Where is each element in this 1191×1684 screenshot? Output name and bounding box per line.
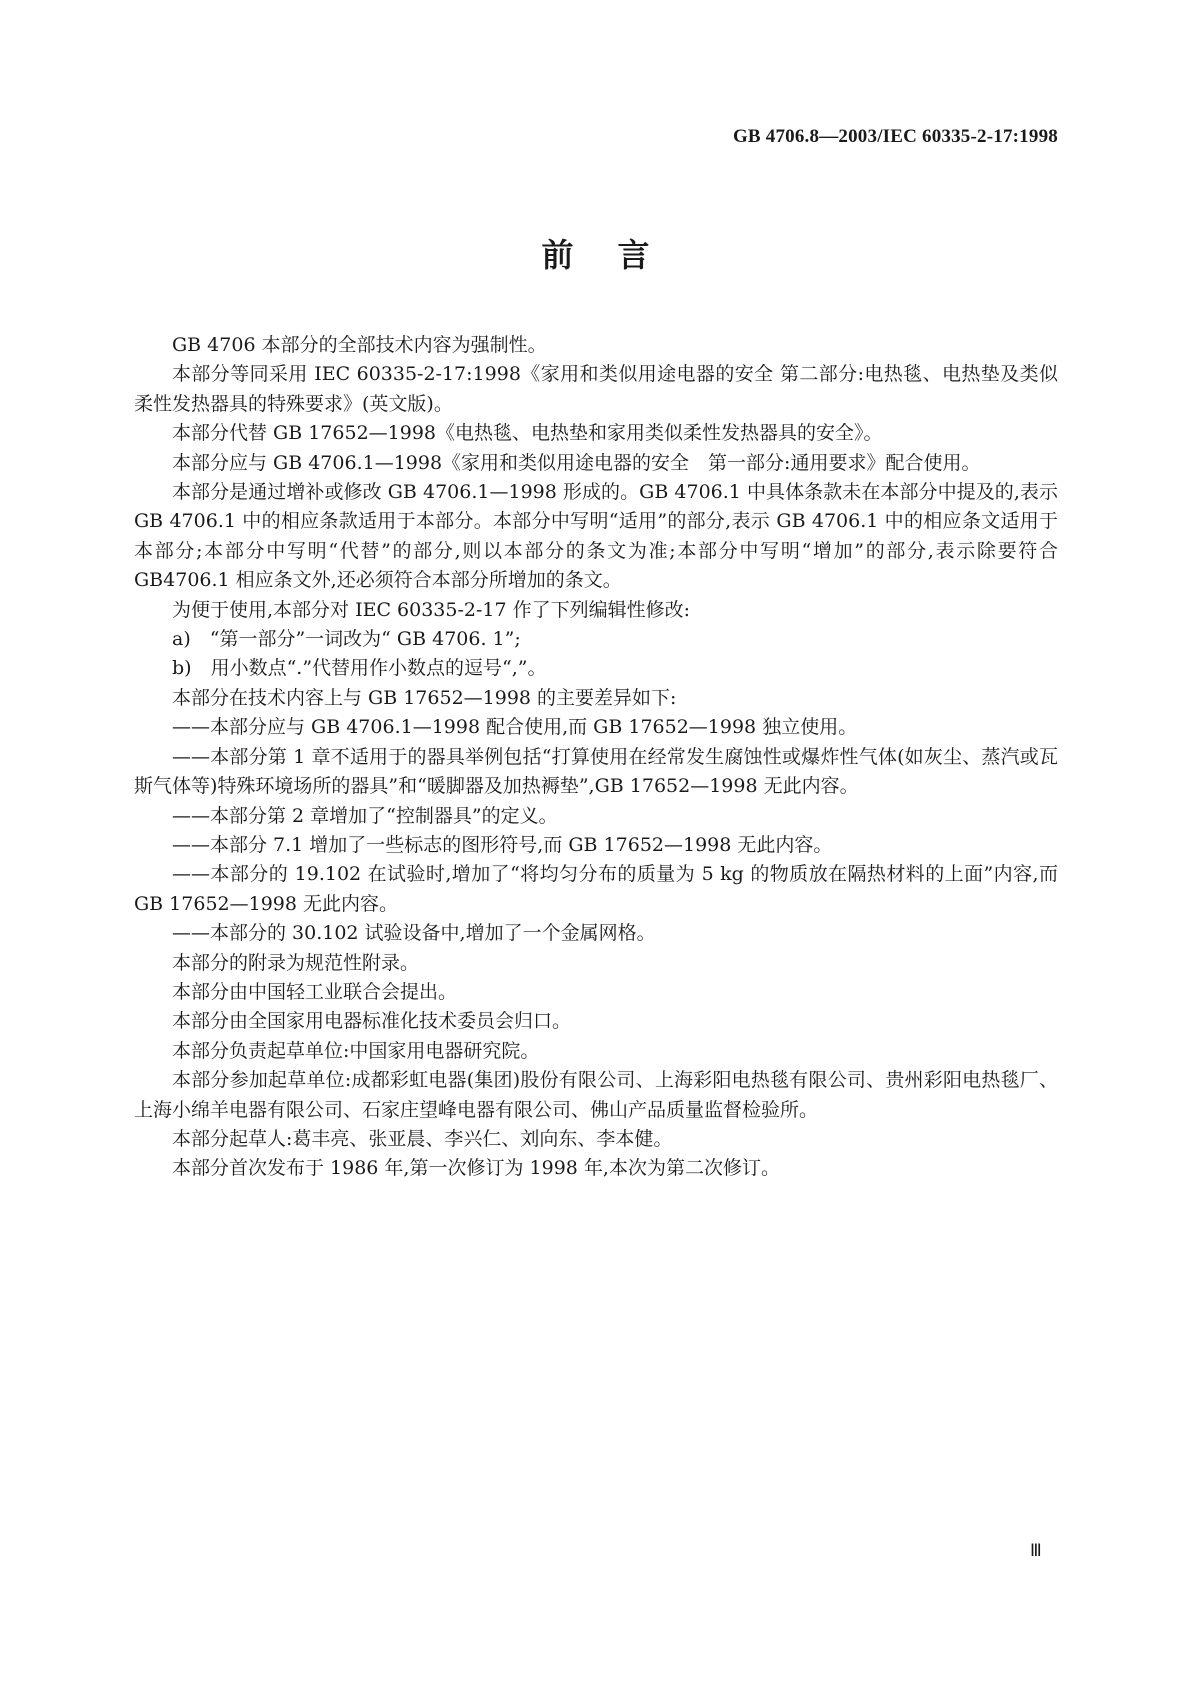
paragraph: 本部分首次发布于 1986 年,第一次修订为 1998 年,本次为第二次修订。 <box>172 1157 780 1180</box>
paragraph: 本部分由中国轻工业联合会提出。 <box>172 980 458 1003</box>
paragraph: 本部分在技术内容上与 GB 17652—1998 的主要差异如下: <box>172 686 677 709</box>
paragraph: 本部分是通过增补或修改 GB 4706.1—1998 形成的。GB 4706.1 中具体条款未在本部分中提及的,表示 GB 4706.1 中的相应条款适用于本部分。本部分中写明“适用”的部分,表示 GB 4706.1 中的相应条文适用于本部分;本部分中写明“代替”的部分,则以本部分的条文为准;本部分中写明“增加”的部分,表示除要符合 GB4706.1 相应条文外,还必须符合本部分所增加的条文。 <box>134 481 1058 592</box>
difference-item: ——本部分第 1 章不适用于的器具举例包括“打算使用在经常发生腐蚀性或爆炸性气体(如灰尘、蒸汽或瓦斯气体等)特殊环境场所的器具”和“暖脚器及加热褥垫”,GB 17652—1998 无此内容。 <box>134 745 1058 798</box>
paragraph: 为便于使用,本部分对 IEC 60335-2-17 作了下列编辑性修改: <box>172 598 691 621</box>
difference-item: ——本部分第 2 章增加了“控制器具”的定义。 <box>172 804 558 827</box>
preface-body <box>134 331 1058 1184</box>
paragraph: 本部分等同采用 IEC 60335-2-17:1998《家用和类似用途电器的安全 第二部分:电热毯、电热垫及类似柔性发热器具的特殊要求》(英文版)。 <box>134 363 1058 415</box>
page-number: Ⅲ <box>1030 1541 1042 1560</box>
difference-item: ——本部分应与 GB 4706.1—1998 配合使用,而 GB 17652—1998 独立使用。 <box>172 716 858 739</box>
difference-item: ——本部分 7.1 增加了一些标志的图形符号,而 GB 17652—1998 无此内容。 <box>172 833 833 856</box>
paragraph: 本部分的附录为规范性附录。 <box>172 951 420 974</box>
paragraph: 本部分由全国家用电器标准化技术委员会归口。 <box>172 1010 572 1033</box>
paragraph: 本部分参加起草单位:成都彩虹电器(集团)股份有限公司、上海彩阳电热毯有限公司、贵州彩阳电热毯厂、上海小绵羊电器有限公司、石家庄望峰电器有限公司、佛山产品质量监督检验所。 <box>134 1069 1058 1121</box>
list-item: a) “第一部分”一词改为“ GB 4706. 1”; <box>172 628 521 651</box>
list-item: b) 用小数点“.”代替用作小数点的逗号“,”。 <box>172 657 547 680</box>
paragraph: 本部分起草人:葛丰亮、张亚晨、李兴仁、刘向东、李本健。 <box>172 1127 673 1150</box>
standard-code-header: GB 4706.8—2003/IEC 60335-2-17:1998 <box>732 126 1058 147</box>
difference-item: ——本部分的 30.102 试验设备中,增加了一个金属网格。 <box>172 922 656 945</box>
paragraph: 本部分负责起草单位:中国家用电器研究院。 <box>172 1039 540 1062</box>
paragraph: GB 4706 本部分的全部技术内容为强制性。 <box>172 334 547 356</box>
paragraph: 本部分应与 GB 4706.1—1998《家用和类似用途电器的安全 第一部分:通用要求》配合使用。 <box>172 451 981 474</box>
difference-item: ——本部分的 19.102 在试验时,增加了“将均匀分布的质量为 5 kg 的物质放在隔热材料的上面”内容,而 GB 17652—1998 无此内容。 <box>134 863 1058 915</box>
paragraph: 本部分代替 GB 17652—1998《电热毯、电热垫和家用类似柔性发热器具的安全》。 <box>172 422 883 445</box>
page-title: 前言 <box>541 236 694 274</box>
